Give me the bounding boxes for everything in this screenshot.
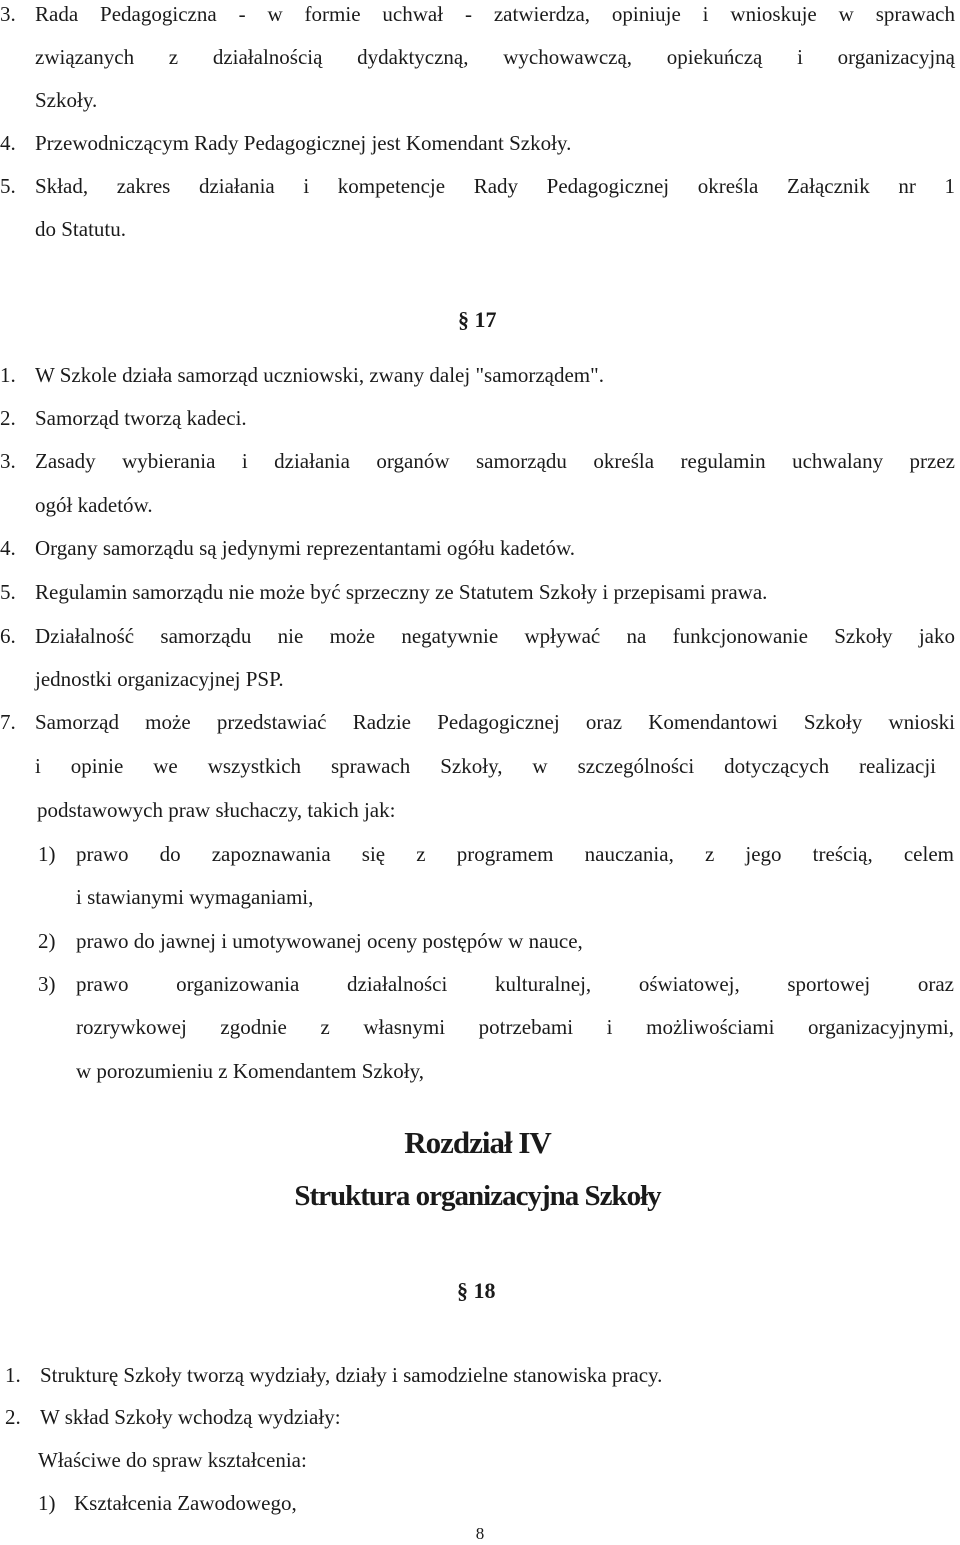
paragraph-line: Szkoły. <box>35 88 98 112</box>
list-number: 1. <box>5 1363 21 1387</box>
chapter-title: Rozdział IV <box>404 1125 551 1160</box>
list-number: 3) <box>38 972 56 996</box>
paragraph-line: Skład, zakres działania i kompetencje Rady Pedagogicznej określa Załącznik nr 1 <box>35 174 955 198</box>
list-number: 4. <box>0 131 16 155</box>
list-number: 3. <box>0 449 16 473</box>
list-number: 1) <box>38 1491 56 1515</box>
list-number: 1. <box>0 363 16 387</box>
page-number: 8 <box>475 1524 485 1543</box>
list-number: 1) <box>38 842 56 866</box>
list-number: 7. <box>0 710 16 734</box>
paragraph-line: Zasady wybierania i działania organów samorządu określa regulamin uchwalany przez <box>35 449 955 473</box>
paragraph-line: rozrywkowej zgodnie z własnymi potrzebami i możliwościami organizacyjnymi, <box>76 1015 954 1039</box>
paragraph-line: Strukturę Szkoły tworzą wydziały, działy i samodzielne stanowiska pracy. <box>40 1363 663 1387</box>
paragraph-line: do Statutu. <box>35 217 127 241</box>
list-number: 5. <box>0 580 16 604</box>
list-number: 2. <box>5 1405 21 1429</box>
paragraph-line: prawo do zapoznawania się z programem nauczania, z jego treścią, celem <box>76 842 954 866</box>
list-number: 2) <box>38 929 56 953</box>
paragraph-line: i opinie we wszystkich sprawach Szkoły, w szczególności dotyczących realizacji <box>35 754 936 778</box>
paragraph-line: Samorząd może przedstawiać Radzie Pedagogicznej oraz Komendantowi Szkoły wnioski <box>35 710 955 734</box>
list-number: 4. <box>0 536 16 560</box>
paragraph-line: Kształcenia Zawodowego, <box>74 1491 297 1515</box>
paragraph-line: Właściwe do spraw kształcenia: <box>38 1448 307 1472</box>
paragraph-line: ogół kadetów. <box>35 493 153 517</box>
paragraph-line: jednostki organizacyjnej PSP. <box>35 667 284 691</box>
paragraph-line: W skład Szkoły wchodzą wydziały: <box>40 1405 341 1429</box>
list-number: 6. <box>0 624 16 648</box>
paragraph-line: Samorząd tworzą kadeci. <box>35 406 247 430</box>
paragraph-line: Działalność samorządu nie może negatywnie wpływać na funkcjonowanie Szkoły jako <box>35 624 955 648</box>
chapter-subtitle: Struktura organizacyjna Szkoły <box>294 1180 661 1212</box>
paragraph-line: i stawianymi wymaganiami, <box>76 885 314 909</box>
paragraph-line: Rada Pedagogiczna - w formie uchwał - zatwierdza, opiniuje i wnioskuje w sprawach <box>35 2 955 26</box>
list-number: 3. <box>0 2 16 26</box>
section-heading: § 18 <box>457 1278 496 1303</box>
paragraph-line: Organy samorządu są jedynymi reprezentantami ogółu kadetów. <box>35 536 575 560</box>
paragraph-line: podstawowych praw słuchaczy, takich jak: <box>37 798 396 822</box>
paragraph-line: prawo do jawnej i umotywowanej oceny postępów w nauce, <box>76 929 583 953</box>
paragraph-line: Regulamin samorządu nie może być sprzeczny ze Statutem Szkoły i przepisami prawa. <box>35 580 768 604</box>
paragraph-line: prawo organizowania działalności kulturalnej, oświatowej, sportowej oraz <box>76 972 954 996</box>
paragraph-line: związanych z działalnością dydaktyczną, wychowawczą, opiekuńczą i organizacyjną <box>35 45 955 69</box>
paragraph-line: w porozumieniu z Komendantem Szkoły, <box>76 1059 424 1083</box>
section-heading: § 17 <box>458 307 497 332</box>
list-number: 2. <box>0 406 16 430</box>
list-number: 5. <box>0 174 16 198</box>
paragraph-line: Przewodniczącym Rady Pedagogicznej jest Komendant Szkoły. <box>35 131 572 155</box>
paragraph-line: W Szkole działa samorząd uczniowski, zwany dalej "samorządem". <box>35 363 604 387</box>
